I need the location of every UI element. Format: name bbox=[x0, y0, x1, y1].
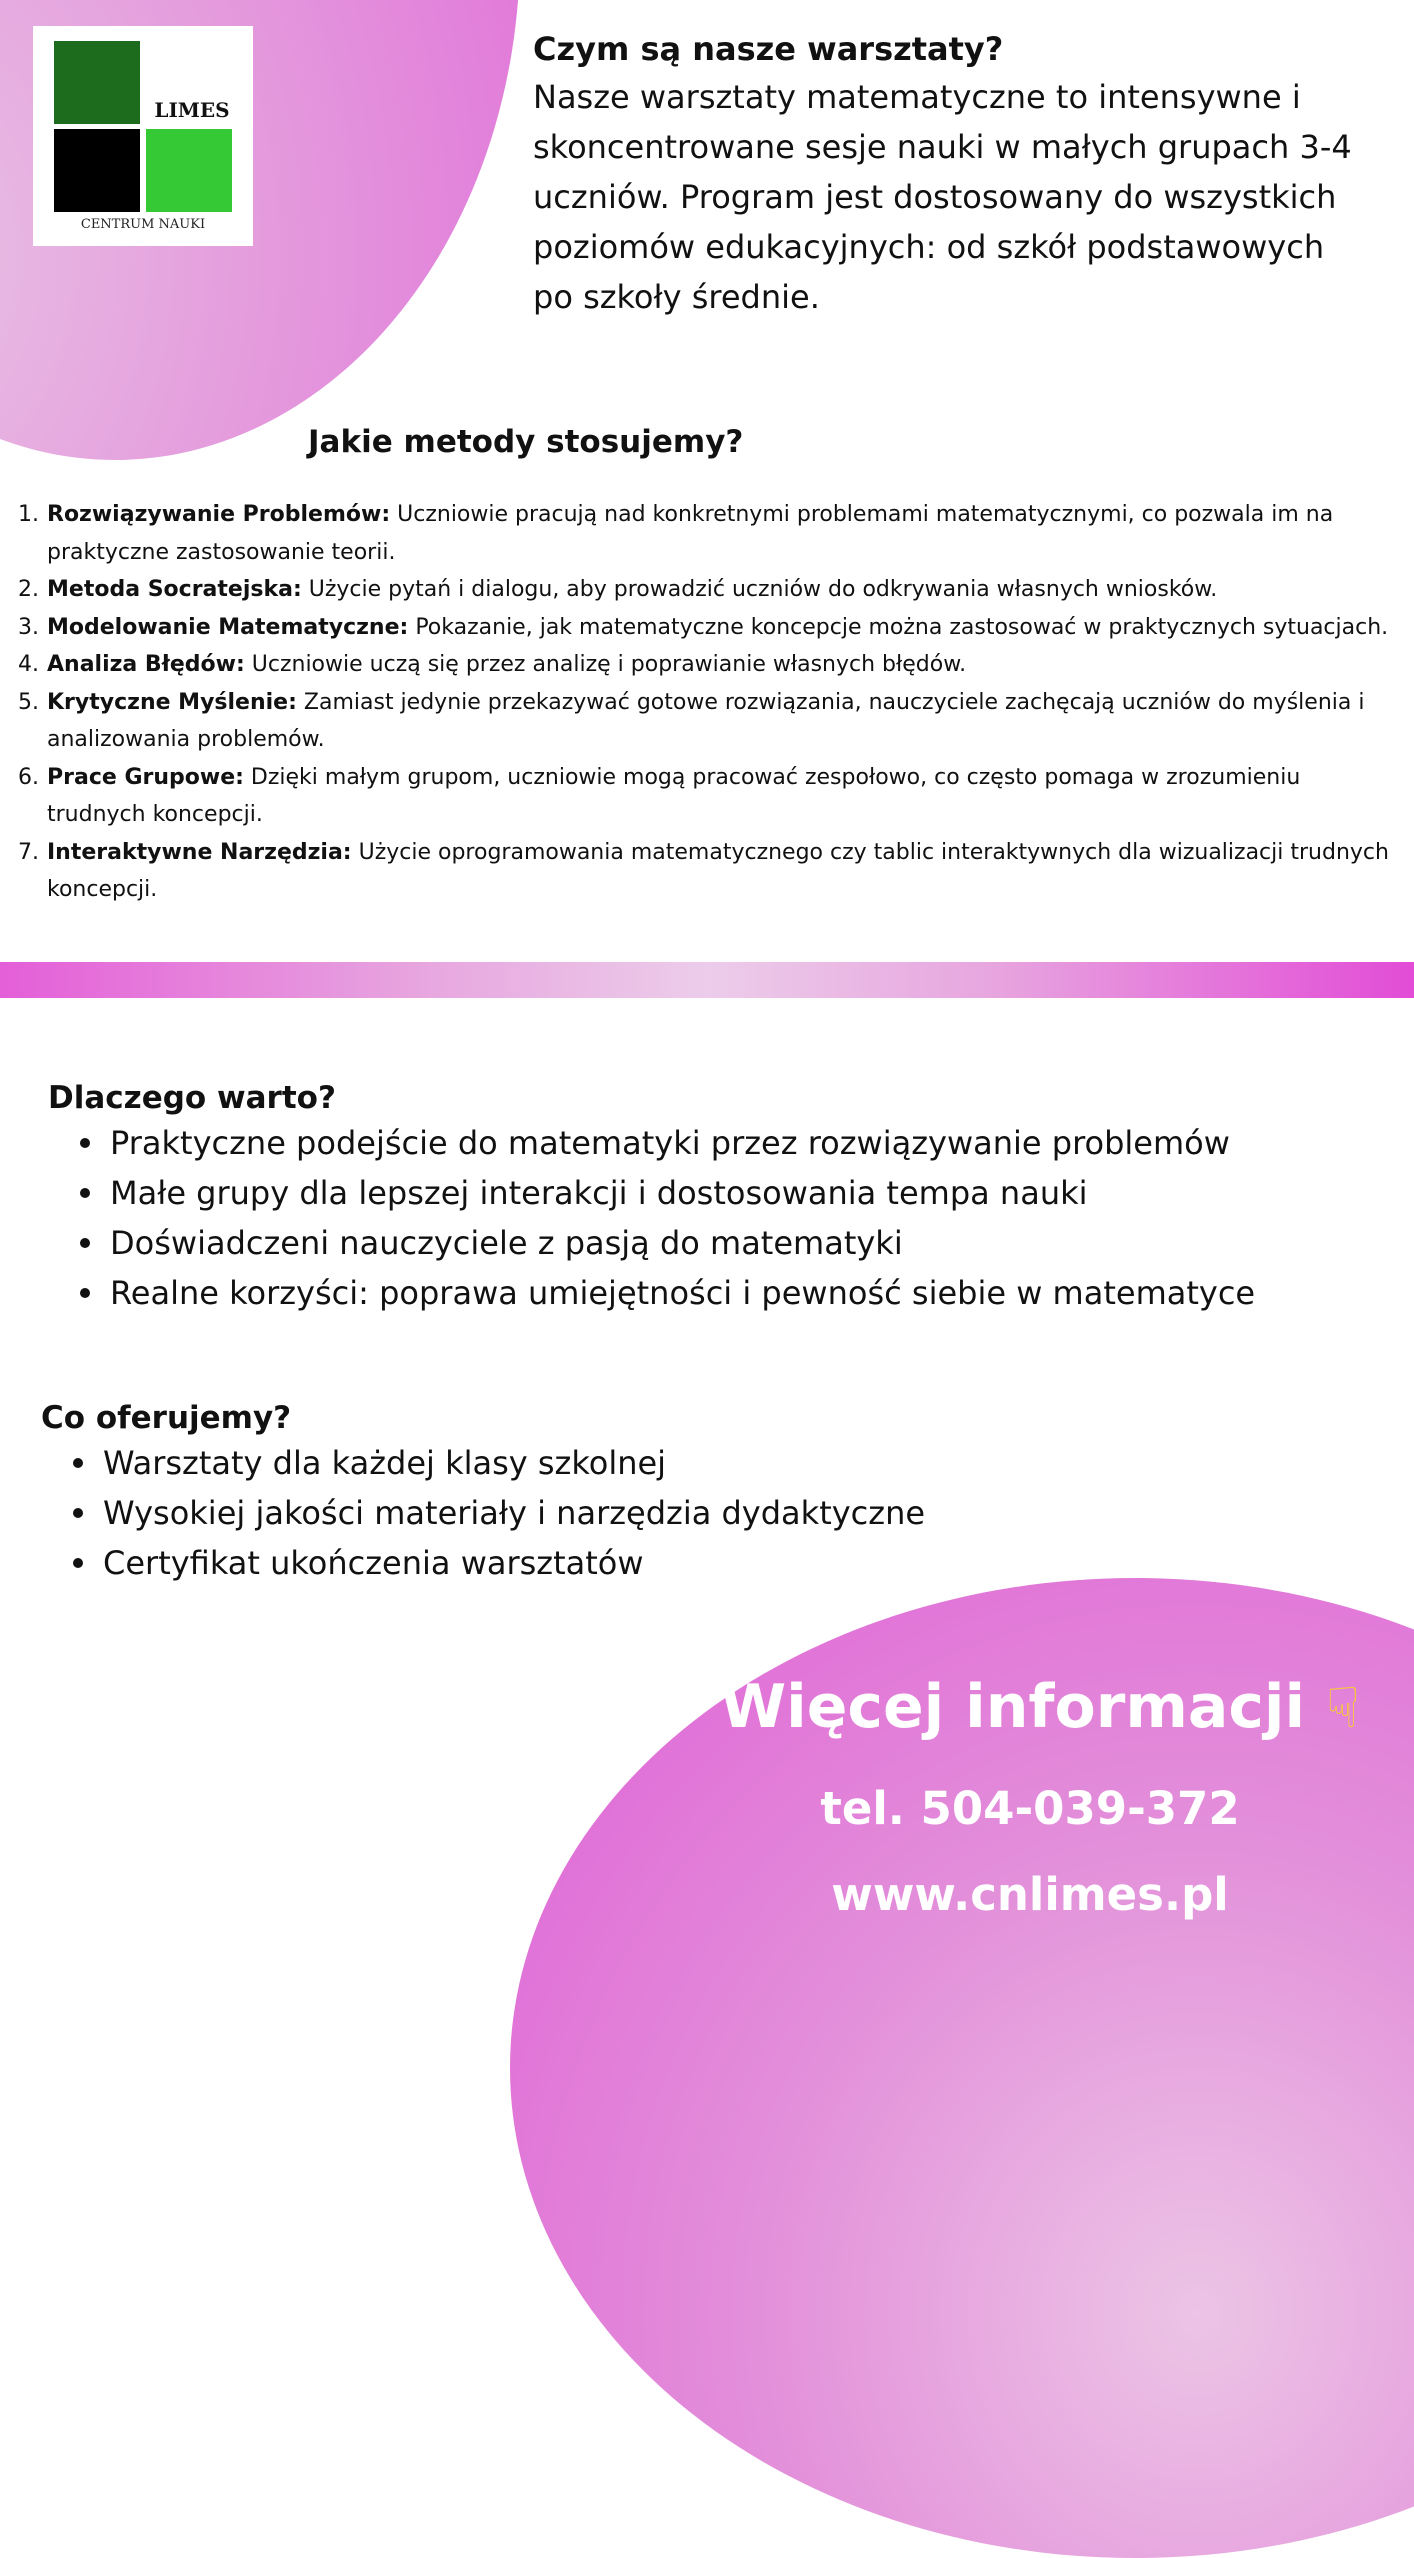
offer-item bbox=[103, 1538, 1414, 1588]
method-number: 3. bbox=[18, 614, 39, 640]
why-item bbox=[110, 1168, 1414, 1218]
method-item bbox=[18, 834, 1398, 909]
method-number: 1. bbox=[18, 502, 39, 527]
method-item bbox=[18, 759, 1398, 834]
method-number: 6. bbox=[18, 764, 39, 790]
method-number: 2. bbox=[18, 577, 39, 602]
phone-number[interactable]: tel. 504-039-372 bbox=[820, 1782, 1240, 1835]
offer-heading: Co oferujemy? bbox=[41, 1400, 292, 1436]
logo-square-black bbox=[54, 129, 140, 212]
bullet-icon bbox=[80, 1288, 90, 1298]
intro-text: Nasze warsztaty matematyczne to intensywne i skoncentrowane sesje nauki w małych grupach 3-4 uczniów. Program jest dostosowany do wszystkich poziomów edukacyjnych: od szkół podstawowych po szkoły średnie. bbox=[533, 78, 1352, 316]
why-item-text: Doświadczeni nauczyciele z pasją do matematyki bbox=[110, 1224, 903, 1262]
method-item bbox=[18, 684, 1398, 759]
methods-list bbox=[18, 496, 1398, 909]
offer-item-text: Wysokiej jakości materiały i narzędzia dydaktyczne bbox=[103, 1494, 926, 1532]
why-list bbox=[110, 1118, 1414, 1318]
pointing-down-hand-icon: ☟ bbox=[1325, 1676, 1361, 1741]
method-number: 5. bbox=[18, 689, 39, 715]
method-term: Analiza Błędów: bbox=[47, 652, 245, 677]
logo bbox=[33, 26, 253, 246]
bullet-icon bbox=[80, 1138, 90, 1148]
method-number: 7. bbox=[18, 839, 39, 865]
why-section bbox=[0, 1080, 1414, 1318]
logo-square-dark-green bbox=[54, 41, 140, 124]
method-item bbox=[18, 571, 1398, 609]
logo-brand-text: LIMES bbox=[154, 98, 230, 122]
intro-heading: Czym są nasze warsztaty? bbox=[533, 30, 1004, 68]
bullet-icon bbox=[73, 1458, 83, 1468]
method-term: Metoda Socratejska: bbox=[47, 577, 302, 602]
method-description: Uczniowie pracują nad konkretnymi problemami matematycznymi, co pozwala im na praktyczne zastosowanie teorii. bbox=[47, 502, 1334, 565]
why-item bbox=[110, 1218, 1414, 1268]
method-term: Modelowanie Matematyczne: bbox=[47, 614, 409, 640]
offer-section bbox=[0, 1400, 1414, 1588]
method-description: Dzięki małym grupom, uczniowie mogą pracować zespołowo, co często pomaga w zrozumieniu trudnych koncepcji. bbox=[47, 764, 1301, 827]
decorative-gradient-band bbox=[0, 962, 1414, 998]
more-info-text: Więcej informacji bbox=[719, 1672, 1306, 1742]
bullet-icon bbox=[80, 1238, 90, 1248]
logo-square-light-green bbox=[146, 129, 232, 212]
method-description: Uczniowie uczą się przez analizę i poprawianie własnych błędów. bbox=[244, 652, 967, 677]
why-item bbox=[110, 1268, 1414, 1318]
method-description: Zamiast jedynie przekazywać gotowe rozwiązania, nauczyciele zachęcają uczniów do myślenia i analizowania problemów. bbox=[47, 689, 1365, 752]
offer-item-text: Warsztaty dla każdej klasy szkolnej bbox=[103, 1444, 667, 1482]
method-term: Prace Grupowe: bbox=[47, 764, 244, 790]
why-item-text: Małe grupy dla lepszej interakcji i dostosowania tempa nauki bbox=[110, 1174, 1088, 1212]
offer-item bbox=[103, 1488, 1414, 1538]
method-item bbox=[18, 646, 1398, 684]
why-heading: Dlaczego warto? bbox=[48, 1080, 336, 1116]
offer-item bbox=[103, 1438, 1414, 1488]
bullet-icon bbox=[73, 1558, 83, 1568]
why-item-text: Praktyczne podejście do matematyki przez rozwiązywanie problemów bbox=[110, 1124, 1230, 1162]
method-description: Użycie oprogramowania matematycznego czy tablic interaktywnych dla wizualizacji trudnych koncepcji. bbox=[47, 839, 1389, 902]
method-term: Rozwiązywanie Problemów: bbox=[47, 502, 391, 527]
method-item bbox=[18, 496, 1398, 571]
methods-heading: Jakie metody stosujemy? bbox=[308, 424, 744, 460]
method-description: Użycie pytań i dialogu, aby prowadzić uczniów do odkrywania własnych wniosków. bbox=[301, 577, 1218, 602]
why-item-text: Realne korzyści: poprawa umiejętności i pewność siebie w matematyce bbox=[110, 1274, 1256, 1312]
offer-list bbox=[103, 1438, 1414, 1588]
offer-item-text: Certyfikat ukończenia warsztatów bbox=[103, 1544, 644, 1582]
method-term: Interaktywne Narzędzia: bbox=[47, 839, 352, 865]
intro-section bbox=[533, 26, 1363, 322]
more-info-heading bbox=[700, 1672, 1380, 1742]
bullet-icon bbox=[80, 1188, 90, 1198]
bullet-icon bbox=[73, 1508, 83, 1518]
logo-subtitle: CENTRUM NAUKI bbox=[80, 217, 206, 232]
method-term: Krytyczne Myślenie: bbox=[47, 689, 297, 715]
method-item bbox=[18, 609, 1398, 647]
method-number: 4. bbox=[18, 652, 39, 677]
website-link[interactable]: www.cnlimes.pl bbox=[831, 1868, 1229, 1921]
method-description: Pokazanie, jak matematyczne koncepcje można zastosować w praktycznych sytuacjach. bbox=[408, 614, 1389, 640]
why-item bbox=[110, 1118, 1414, 1168]
